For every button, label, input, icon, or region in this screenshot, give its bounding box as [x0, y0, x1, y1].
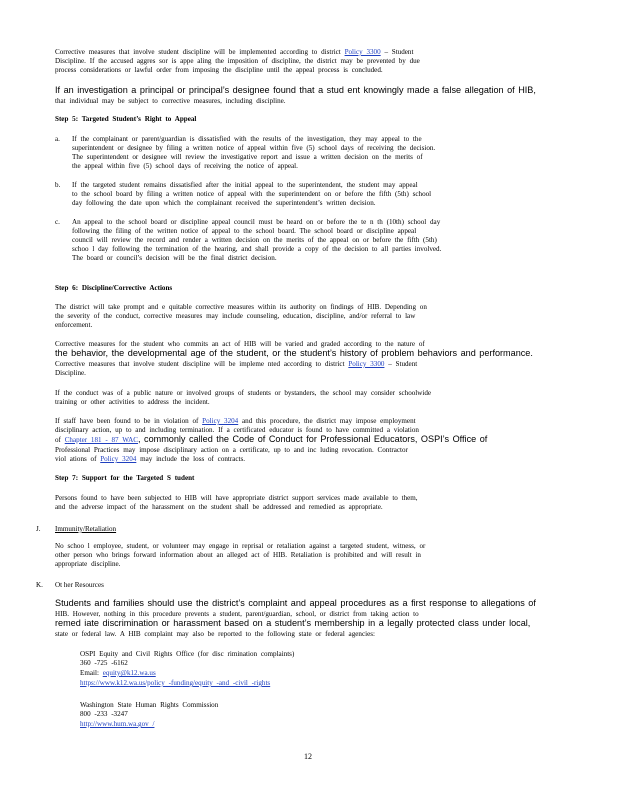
text-line: disciplinary action, up to and including termination. If a certificated educator is found to have committed a violation [55, 426, 419, 434]
text: – Student [384, 48, 414, 56]
text: , commonly called the Code of Conduct for Professional Educators, OSPI’s Office of [137, 435, 488, 444]
text-line: process considerations or lawful order from imposing the discipline until the appeal process is concluded. [55, 66, 383, 74]
text: may include the loss of contracts. [140, 455, 246, 463]
text-line: HIB. However, nothing in this procedure prevents a student, parent/guardian, school, or district from taking action to [55, 610, 419, 618]
text-line: enforcement. [55, 321, 93, 329]
text-line: No schoo l employee, student, or volunteer may engage in reprisal or retaliation against a targeted student, witness, or [55, 542, 426, 550]
agency-name: OSPI Equity and Civil Rights Office (for disc rimination complaints) [80, 650, 295, 658]
text-line: the appeal within five (5) school days of receiving the notice of appeal. [72, 162, 298, 170]
text-line: state or federal law. A HIB complaint may also be reported to the following state or federal agencies: [55, 630, 375, 638]
agency-email-line [80, 669, 570, 678]
text-line: the behavior, the developmental age of the student, or the student’s history of problem behaviors and performance. [55, 349, 533, 358]
policy-3204-link[interactable]: Policy 3204 [202, 417, 239, 425]
text-line: The district will take prompt and e quitable corrective measures within its authority on findings of HIB. Depending on [55, 303, 427, 311]
text-line: appropriate discipline. [55, 560, 121, 568]
text-line [55, 435, 565, 445]
list-label: a. [55, 135, 60, 143]
text-line [55, 48, 565, 57]
text: of [55, 436, 61, 444]
policy-3300-link[interactable]: Policy 3300 [348, 360, 385, 368]
text-line: Discipline. [55, 369, 86, 377]
agency-url-line [80, 679, 570, 688]
text-line: training or other activities to address the incident. [55, 398, 210, 406]
wac-chapter-link[interactable]: Chapter 181 - 87 WAC [64, 436, 138, 444]
text: If staff have been found to be in violation of [55, 417, 199, 425]
text-line: The superintendent or designee will review the investigative report and issue a written decision on the merits of [72, 153, 423, 161]
text-line [55, 417, 565, 426]
text-line: Professional Practices may impose disciplinary action on a certificate, up to and inc luding revocation. Contractor [55, 446, 408, 454]
text-line: council will review the record and render a written decision on the merits of the appeal on or before the fifth (5th) [72, 236, 437, 244]
text-line: that individual may be subject to corrective measures, including discipline. [55, 97, 286, 105]
text: – Student [388, 360, 418, 368]
text-line [55, 360, 565, 369]
list-label: c. [55, 218, 60, 226]
text-line [55, 455, 565, 464]
text-line: Students and families should use the district’s complaint and appeal procedures as a first response to allegations of [55, 599, 536, 608]
text: and this procedure, the district may impose employment [242, 417, 416, 425]
agency-url-line [80, 720, 570, 729]
text-line: other person who brings forward information about an alleged act of HIB. Retaliation is prohibited and will result in [55, 551, 421, 559]
text-line: following the filing of the written notice of appeal to the school board. The school board or discipline appeal [72, 227, 417, 235]
text-line: If the conduct was of a public nature or involved groups of students or bystanders, the school may consider schoolwide [55, 389, 432, 397]
section-k-heading: Ot her Resources [55, 581, 104, 589]
step5-heading: Step 5: Targeted Student’s Right to Appeal [55, 115, 197, 123]
text-line: schoo l day following the termination of the hearing, and shall provide a copy of the decision to all parties involved. [72, 245, 442, 253]
text-line: If the complainant or parent/guardian is dissatisfied with the results of the investigation, they may appeal to the [72, 135, 422, 143]
text-line: The board or council’s decision will be the final district decision. [72, 254, 277, 262]
text-line: the severity of the conduct, corrective measures may include counseling, education, discipline, and/or referral to law [55, 312, 416, 320]
list-label: b. [55, 181, 61, 189]
text-line: remed iate discrimination or harassment based on a student’s membership in a legally protected class under local, [55, 619, 531, 628]
text-line: superintendent or designee by filing a written notice of appeal within five (5) school days of receiving the decision. [72, 144, 436, 152]
text-line: Persons found to have been subjected to HIB will have appropriate district support services made available to them, [55, 494, 418, 502]
text-line: Discipline. If the accused aggres sor is appe aling the imposition of discipline, the district may be prevented by due [55, 57, 420, 65]
step7-heading: Step 7: Support for the Targeted S tudent [55, 474, 195, 482]
agency-phone: 360 -725 -6162 [80, 659, 128, 667]
email-link[interactable]: equity@k12.wa.us [102, 669, 156, 677]
page-number: 12 [304, 752, 312, 761]
step6-heading: Step 6: Discipline/Corrective Actions [55, 284, 173, 292]
agency-name: Washington State Human Rights Commission [80, 701, 219, 709]
policy-3204-link[interactable]: Policy 3204 [100, 455, 137, 463]
email-label: Email: [80, 669, 99, 677]
text-line: to the school board by filing a written notice of appeal with the superintendent on or before the fifth (5th) school [72, 190, 432, 198]
text: Corrective measures that involve student discipline will be impleme nted according to district [55, 360, 345, 368]
text-line: Corrective measures for the student who commits an act of HIB will be varied and graded according to the nature of [55, 340, 425, 348]
text-line: If the targeted student remains dissatisfied after the initial appeal to the superintendent, the student may appeal [72, 181, 418, 189]
ospi-url-link[interactable]: https://www.k12.wa.us/policy -funding/equity -and -civil -rights [80, 679, 271, 687]
policy-3300-link[interactable]: Policy 3300 [344, 48, 381, 56]
section-j-heading: Immunity/Retaliation [55, 525, 117, 533]
text-line: If an investigation a principal or principal’s designee found that a stud ent knowingly made a false allegation of HIB, [55, 86, 536, 95]
text-line: An appeal to the school board or discipline appeal council must be heard on or before the te n th (10th) school day [72, 218, 441, 226]
text-line: and the adverse impact of the harassment on the student shall be addressed and remedied as appropriate. [55, 503, 383, 511]
section-label: J. [36, 525, 41, 533]
agency-phone: 800 -233 -3247 [80, 710, 128, 718]
hrc-url-link[interactable]: http://www.hum.wa.gov / [80, 720, 155, 728]
text: viol ations of [55, 455, 97, 463]
text-line: day following the date upon which the complainant received the superintendent’s written decision. [72, 199, 376, 207]
text: Corrective measures that involve student discipline will be implemented according to district [55, 48, 341, 56]
section-label: K. [36, 581, 43, 589]
